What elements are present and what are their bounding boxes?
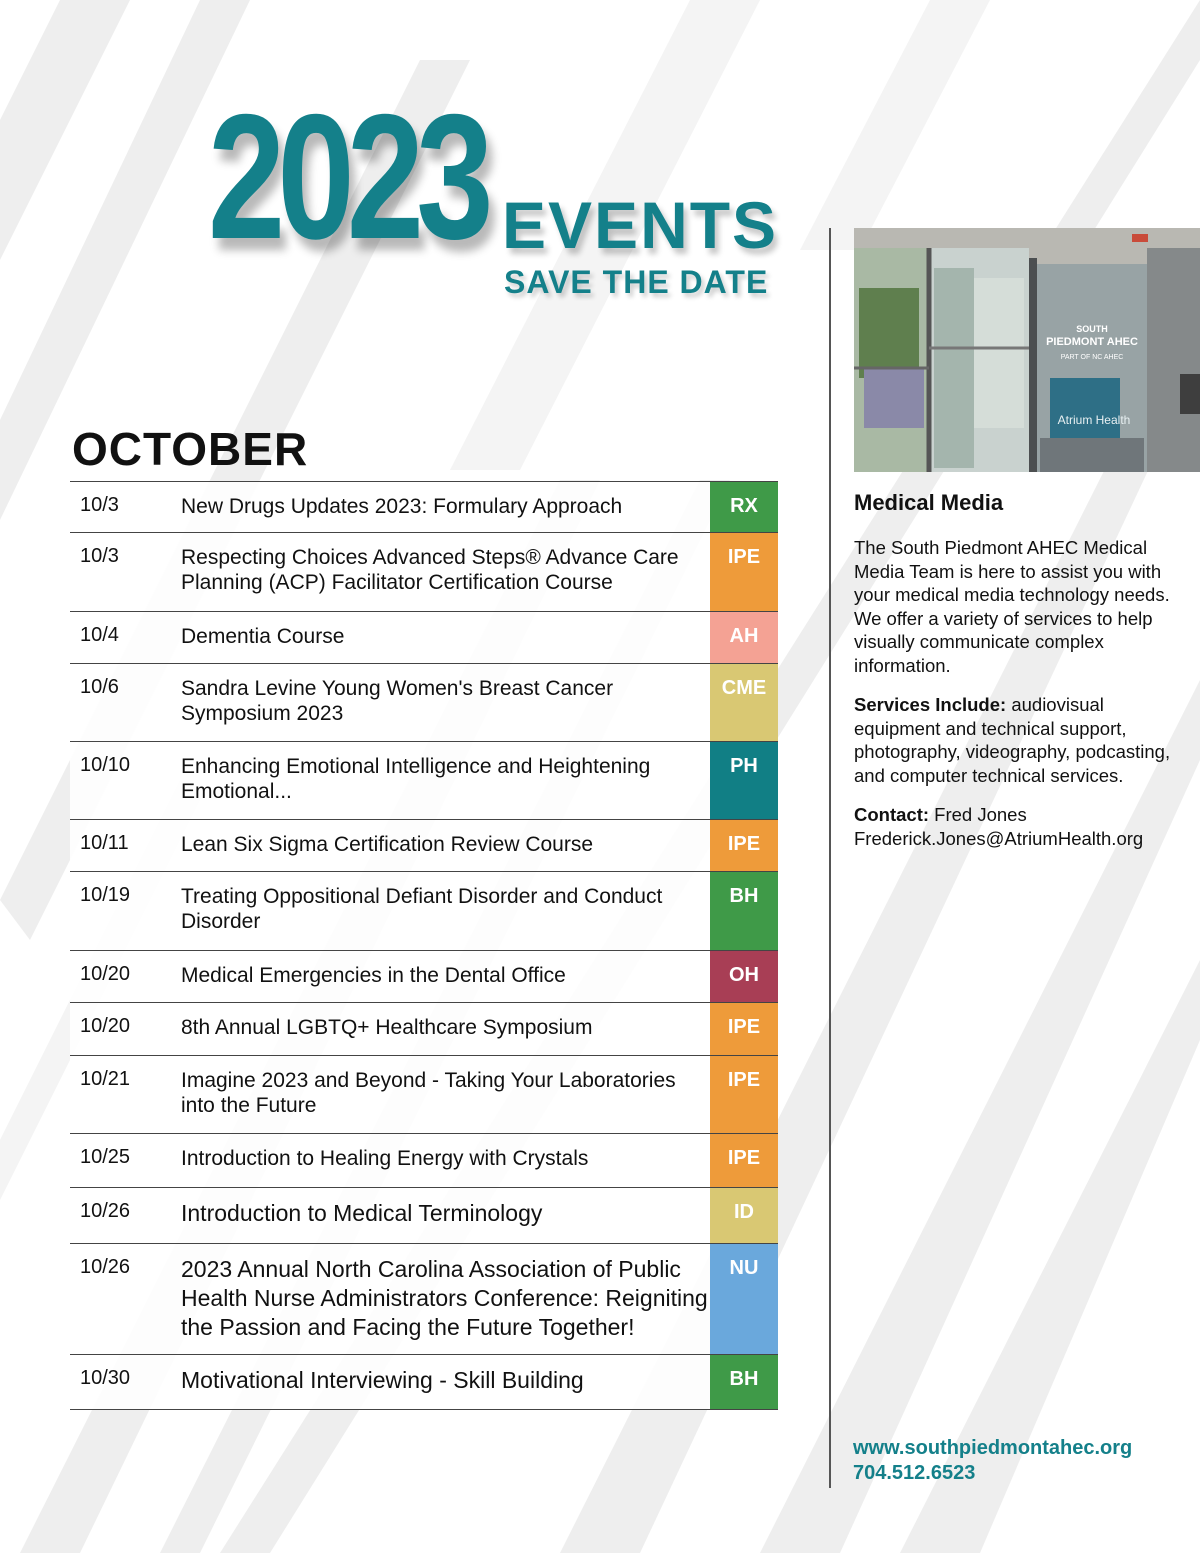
month-heading: OCTOBER [72, 423, 309, 475]
event-category-tag: AH [710, 612, 778, 663]
event-category-tag: RX [710, 482, 778, 532]
event-row [70, 1134, 778, 1188]
event-row [70, 872, 778, 951]
event-category-tag: IPE [710, 1003, 778, 1055]
contact-email[interactable]: Frederick.Jones@AtriumHealth.org [854, 827, 1144, 849]
event-row [70, 1056, 778, 1134]
event-title: Sandra Levine Young Women's Breast Cancer Symposium 2023 [181, 677, 614, 725]
sign-line-3: PART OF NC AHEC [1060, 354, 1124, 361]
event-title: Lean Six Sigma Certification Review Course [181, 833, 594, 856]
event-date: 10/30 [80, 1367, 131, 1389]
office-photo [854, 228, 1200, 472]
sidebar-contact [854, 803, 1174, 850]
sidebar-services [854, 693, 1174, 787]
event-title: 2023 Annual North Carolina Association of Public Health Nurse Administrators Conference: Reigniting the Passion and Facing the Future Together! [181, 1256, 708, 1340]
event-date: 10/20 [80, 1015, 131, 1037]
event-row [70, 481, 778, 533]
event-title: 8th Annual LGBTQ+ Healthcare Symposium [181, 1016, 593, 1039]
event-category-tag: OH [710, 951, 778, 1002]
event-row [70, 820, 778, 872]
contact-name: Fred Jones [929, 804, 1027, 825]
event-date: 10/19 [80, 884, 131, 906]
sign-line-1: SOUTH [1076, 324, 1108, 334]
event-title: New Drugs Updates 2023: Formulary Approach [181, 495, 623, 518]
vertical-divider [829, 228, 831, 1488]
sidebar-body [854, 536, 1174, 850]
event-category-tag: CME [710, 664, 778, 741]
event-date: 10/25 [80, 1146, 131, 1168]
event-category-tag: IPE [710, 1134, 778, 1187]
event-category-tag: BH [710, 1355, 778, 1409]
page-header [0, 0, 820, 330]
event-row [70, 1355, 778, 1410]
event-category-tag: NU [710, 1244, 778, 1354]
event-title: Enhancing Emotional Intelligence and Heightening Emotional... [181, 755, 651, 803]
event-row [70, 664, 778, 742]
save-the-date-subtitle: SAVE THE DATE [504, 264, 769, 300]
event-date: 10/6 [80, 676, 119, 698]
event-row [70, 951, 778, 1003]
events-title: EVENTS [502, 188, 779, 262]
event-title: Treating Oppositional Defiant Disorder and Conduct Disorder [181, 885, 663, 933]
event-category-tag: ID [710, 1188, 778, 1243]
event-date: 10/21 [80, 1068, 131, 1090]
event-date: 10/4 [80, 624, 119, 646]
event-date: 10/10 [80, 754, 131, 776]
sign-line-2: PIEDMONT AHEC [1046, 336, 1138, 348]
services-text: audiovisual equipment and technical support, photography, videography, podcasting, and computer technical services. [854, 694, 1171, 786]
footer-contact [853, 1436, 1132, 1486]
event-date: 10/26 [80, 1256, 131, 1278]
event-row [70, 1188, 778, 1244]
office-photo-illustration [854, 228, 1200, 472]
sign-line-4: Atrium Health [1057, 413, 1131, 427]
event-title: Imagine 2023 and Beyond - Taking Your Laboratories into the Future [181, 1069, 676, 1117]
event-category-tag: IPE [710, 533, 778, 611]
event-date: 10/26 [80, 1200, 131, 1222]
event-row [70, 612, 778, 664]
year-title: 2023 [208, 77, 486, 276]
website-link[interactable]: www.southpiedmontahec.org [853, 1437, 1133, 1459]
services-label: Services Include: [854, 694, 1007, 715]
sidebar-heading: Medical Media [854, 490, 1004, 515]
event-category-tag: PH [710, 742, 778, 819]
event-row [70, 533, 778, 612]
contact-label: Contact: [854, 804, 930, 825]
event-date: 10/11 [80, 832, 129, 854]
event-row [70, 1244, 778, 1355]
event-title: Introduction to Healing Energy with Crystals [181, 1147, 589, 1170]
event-title: Dementia Course [181, 625, 345, 648]
event-row [70, 742, 778, 820]
event-row [70, 1003, 778, 1056]
event-title: Medical Emergencies in the Dental Office [181, 964, 566, 987]
event-date: 10/3 [80, 545, 119, 567]
sidebar-intro: The South Piedmont AHEC Medical Media Team is here to assist you with your medical media technology needs. We offer a variety of services to help visually communicate complex information. [854, 537, 1170, 676]
sidebar [854, 228, 1174, 866]
event-title: Respecting Choices Advanced Steps® Advance Care Planning (ACP) Facilitator Certification Course [181, 546, 679, 594]
event-date: 10/3 [80, 494, 119, 516]
event-category-tag: BH [710, 872, 778, 950]
event-date: 10/20 [80, 963, 131, 985]
event-title: Motivational Interviewing - Skill Building [181, 1367, 584, 1393]
event-category-tag: IPE [710, 1056, 778, 1133]
event-category-tag: IPE [710, 820, 778, 871]
events-table [70, 481, 778, 1410]
phone-number: 704.512.6523 [853, 1462, 976, 1484]
event-title: Introduction to Medical Terminology [181, 1200, 543, 1226]
